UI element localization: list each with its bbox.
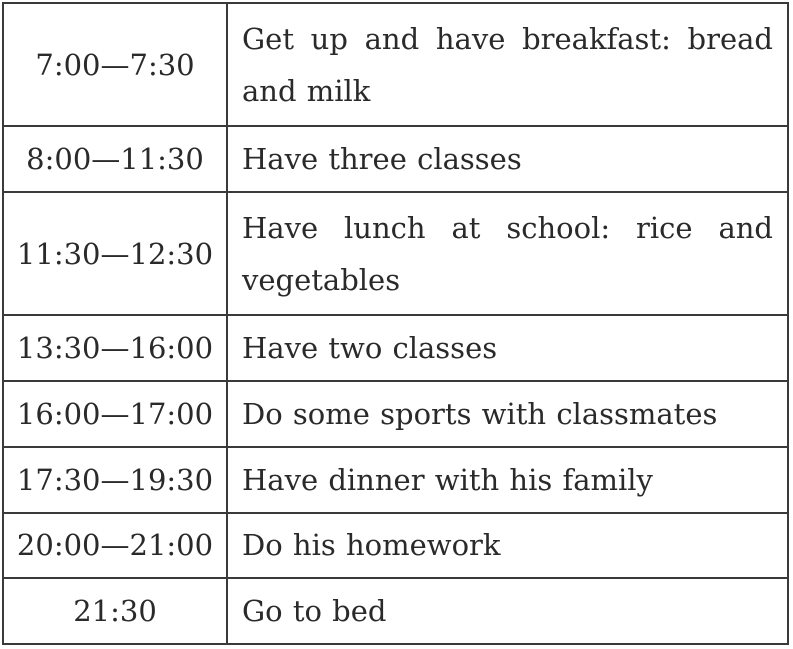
time-cell: 8:00—11:30 xyxy=(3,126,227,192)
activity-cell: Have dinner with his family xyxy=(227,447,788,513)
time-cell: 16:00—17:00 xyxy=(3,381,227,447)
time-cell: 21:30 xyxy=(3,578,227,644)
activity-cell: Do some sports with classmates xyxy=(227,381,788,447)
table-row xyxy=(3,192,788,315)
table-row xyxy=(3,447,788,513)
activity-cell: Have three classes xyxy=(227,126,788,192)
time-cell: 17:30—19:30 xyxy=(3,447,227,513)
activity-cell: Have two classes xyxy=(227,315,788,381)
table-row xyxy=(3,315,788,381)
table-row xyxy=(3,578,788,644)
table-row xyxy=(3,126,788,192)
activity-cell: Do his homework xyxy=(227,513,788,579)
schedule-body xyxy=(3,3,788,644)
time-cell: 7:00—7:30 xyxy=(3,3,227,126)
time-cell: 13:30—16:00 xyxy=(3,315,227,381)
table-row xyxy=(3,381,788,447)
activity-cell: Get up and have breakfast: bread and milk xyxy=(227,3,788,126)
table-row xyxy=(3,3,788,126)
table-row xyxy=(3,513,788,579)
activity-cell: Have lunch at school: rice and vegetables xyxy=(227,192,788,315)
time-cell: 20:00—21:00 xyxy=(3,513,227,579)
schedule-table xyxy=(2,2,789,645)
time-cell: 11:30—12:30 xyxy=(3,192,227,315)
activity-cell: Go to bed xyxy=(227,578,788,644)
